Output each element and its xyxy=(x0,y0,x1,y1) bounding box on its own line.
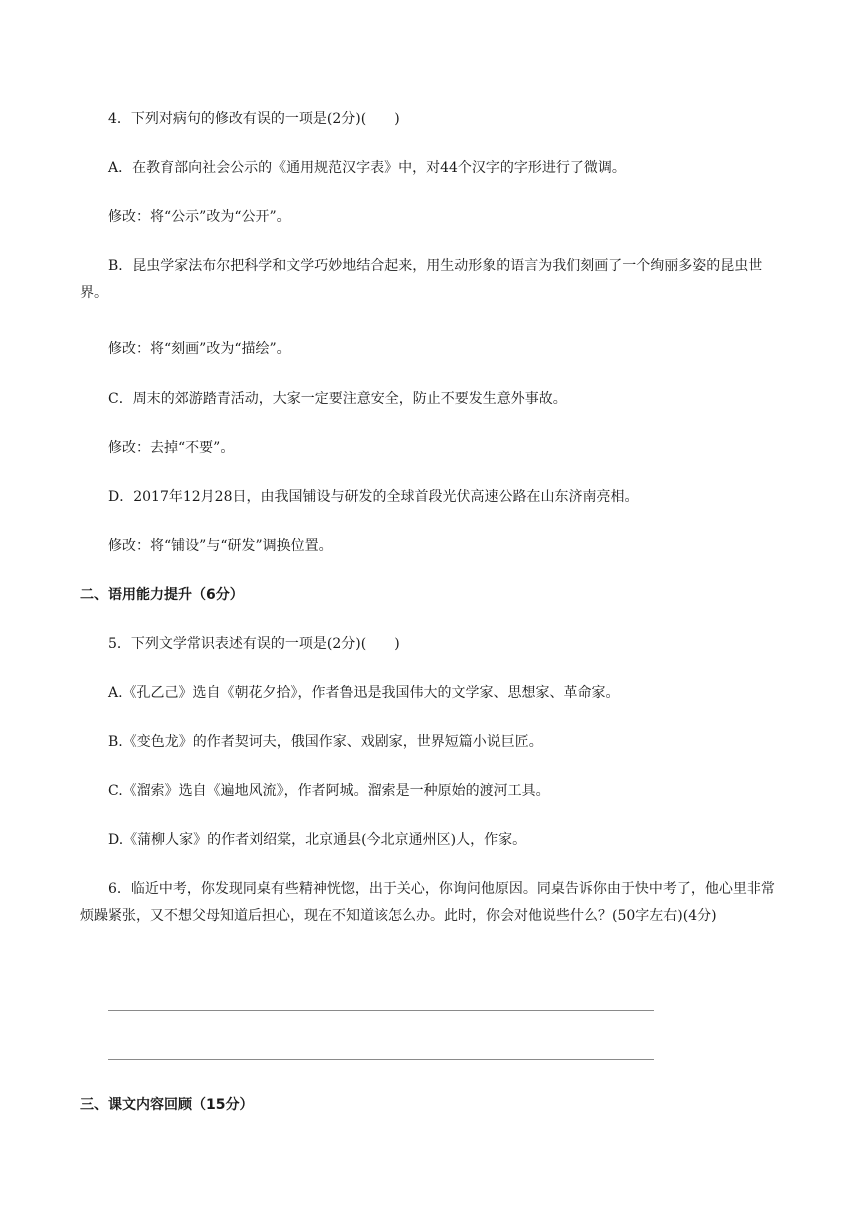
answer-line-1 xyxy=(108,1010,654,1011)
q5-stem: 5．下列文学常识表述有误的一项是(2分)( ) xyxy=(108,636,400,652)
answer-line-2 xyxy=(108,1059,654,1060)
q4-option-a-fix: 修改：将“公示”改为“公开”。 xyxy=(108,209,291,225)
q5-option-d: D.《蒲柳人家》的作者刘绍棠，北京通县(今北京通州区)人，作家。 xyxy=(108,832,527,848)
q4-option-a: A．在教育部向社会公示的《通用规范汉字表》中，对44个汉字的字形进行了微调。 xyxy=(108,160,626,176)
q4-option-d: D．2017年12月28日，由我国铺设与研发的全球首段光伏高速公路在山东济南亮相。 xyxy=(108,489,639,505)
q5-option-c: C.《溜索》选自《遍地风流》，作者阿城。溜索是一种原始的渡河工具。 xyxy=(108,783,550,799)
q5-option-a: A.《孔乙己》选自《朝花夕拾》，作者鲁迅是我国伟大的文学家、思想家、革命家。 xyxy=(108,685,620,701)
q4-option-b-fix: 修改：将“刻画”改为“描绘”。 xyxy=(108,341,291,357)
q4-option-b: B．昆虫学家法布尔把科学和文学巧妙地结合起来，用生动形象的语言为我们刻画了一个绚丽多姿的昆虫世界。 xyxy=(80,258,763,301)
q6-stem: 6．临近中考，你发现同桌有些精神恍惚，出于关心，你询问他原因。同桌告诉你由于快中考了，他心里非常烦躁紧张，又不想父母知道后担心，现在不知道该怎么办。此时，你会对他说些什么？(50字左右)(4分) xyxy=(80,881,775,924)
q4-stem: 4．下列对病句的修改有误的一项是(2分)( ) xyxy=(108,111,400,127)
q4-option-c: C．周末的郊游踏青活动，大家一定要注意安全，防止不要发生意外事故。 xyxy=(108,391,567,407)
q4-option-d-fix: 修改：将“铺设”与“研发”调换位置。 xyxy=(108,538,333,554)
q4-option-c-fix: 修改：去掉“不要”。 xyxy=(108,440,235,456)
section-2-heading: 二、语用能力提升（6分） xyxy=(80,587,244,603)
q5-option-b: B.《变色龙》的作者契诃夫，俄国作家、戏剧家，世界短篇小说巨匠。 xyxy=(108,734,543,750)
section-3-heading: 三、课文内容回顾（15分） xyxy=(80,1097,254,1113)
